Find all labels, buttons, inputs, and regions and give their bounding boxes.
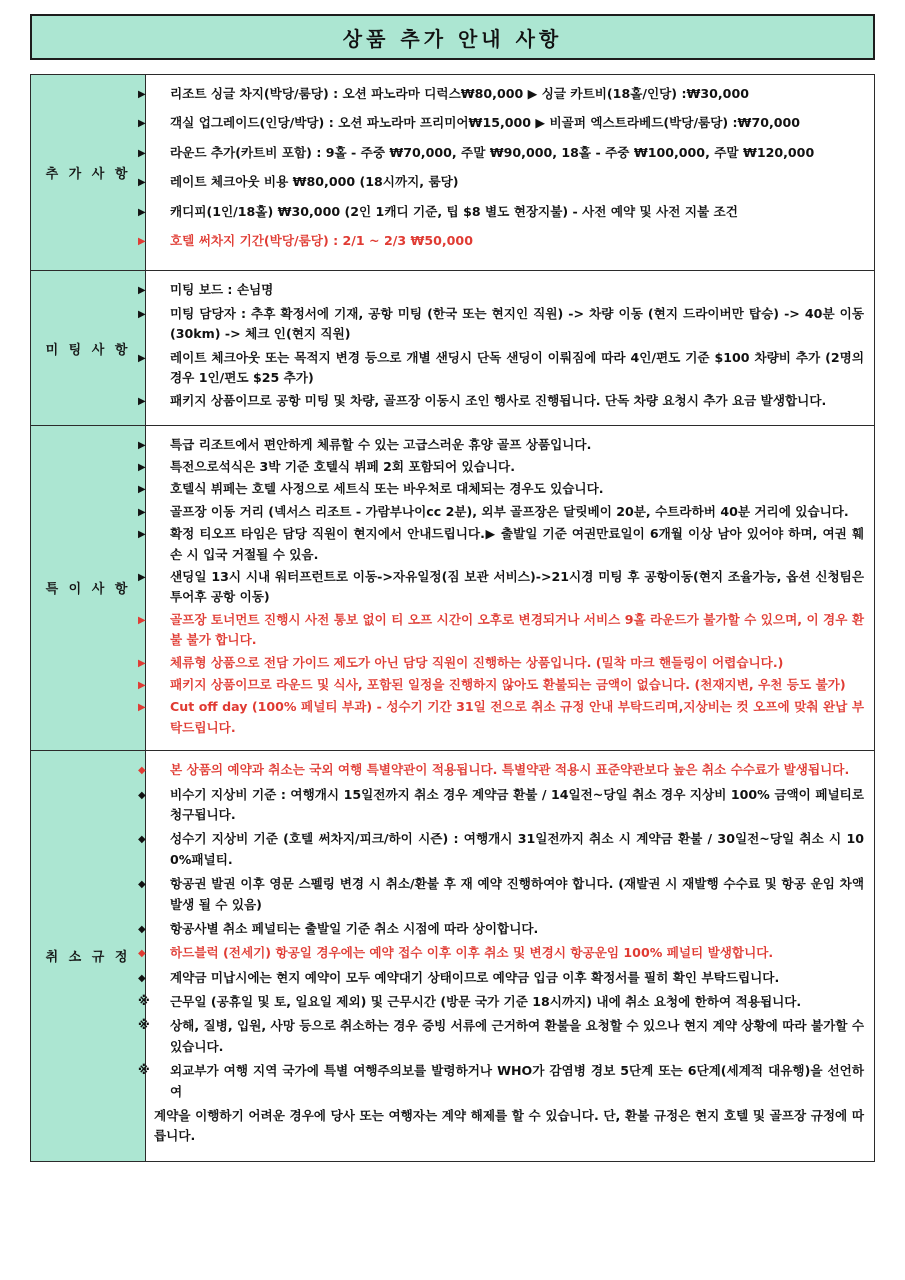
info-line-text: 하드블럭 (전세기) 항공일 경우에는 예약 접수 이후 이후 취소 및 변경시 항공운임 100% 페널티 발생합니다. [170,945,774,961]
info-line [154,760,864,780]
triangle-bullet-icon [154,149,170,159]
page-title: 상품 추가 안내 사항 [342,26,563,51]
triangle-bullet-icon [154,616,170,626]
info-line-text: 리조트 싱글 차지(박당/룸당) : 오션 파노라마 디럭스₩80,000 ▶ 싱글 카트비(18홀/인당) :₩30,000 [170,86,749,101]
info-line [154,502,864,522]
row-body-cancellation-policy [146,751,875,1162]
triangle-bullet-icon [154,178,170,188]
info-line-text: 패키지 상품이므로 공항 미팅 및 차량, 골프장 이동시 조인 행사로 진행됩니다. 단독 차량 요청시 추가 요금 발생합니다. [170,393,827,409]
table-row [31,425,875,750]
triangle-bullet-icon [154,208,170,218]
info-line-text: Cut off day (100% 페널티 부과) - 성수기 기간 31일 전으로 취소 규정 안내 부탁드리며,지상비는 컷 오프에 맞춰 완납 부탁드립니다. [170,699,864,735]
info-line [154,348,864,389]
info-line-text: 패키지 상품이므로 라운드 및 식사, 포함된 일정을 진행하지 않아도 환불되는 금액이 없습니다. (천재지변, 우천 등도 불가) [170,676,846,692]
row-body-special-notes [146,425,875,750]
info-line [154,1016,864,1057]
triangle-bullet-icon [154,573,170,583]
table-row [31,751,875,1162]
info-line-text: 골프장 이동 거리 (넥서스 리조트 - 가람부나이cc 2분), 외부 골프장은 달릿베이 20분, 수트라하버 40분 거리에 있습니다. [170,503,849,519]
row-body-meeting-items [146,271,875,425]
row-label-meeting-items: 미 팅 사 항 [31,271,146,425]
row-body-additional-items [146,75,875,271]
triangle-bullet-icon [154,237,170,247]
diamond-bullet-icon [154,766,170,776]
reference-bullet-icon [154,1019,170,1032]
triangle-bullet-icon [154,530,170,540]
triangle-bullet-icon [154,397,170,407]
row-label-additional-items: 추 가 사 항 [31,75,146,271]
info-line-text: 특전으로석식은 3박 기준 호텔식 뷔페 2회 포함되어 있습니다. [170,459,515,475]
info-line [154,457,864,477]
triangle-bullet-icon [154,286,170,296]
info-line [154,231,864,251]
info-line [154,391,864,411]
triangle-bullet-icon [154,703,170,713]
info-line [154,829,864,870]
info-line-text: 골프장 토너먼트 진행시 사전 통보 없이 티 오프 시간이 오후로 변경되거나 서비스 9홀 라운드가 불가할 수 있으며, 이 경우 환불 불가 합니다. [170,611,864,648]
diamond-bullet-icon [154,880,170,890]
info-line [154,567,864,608]
info-line-text: 호텔식 뷔페는 호텔 사정으로 세트식 또는 바우처로 대체되는 경우도 있습니다. [170,481,604,497]
info-line-text: 체류형 상품으로 전담 가이드 제도가 아닌 담당 직원이 진행하는 상품입니다. (밀착 마크 핸들링이 어렵습니다.) [170,654,784,670]
info-line [154,524,864,565]
info-line-text: 레이트 체크아웃 비용 ₩80,000 (18시까지, 룸당) [170,174,459,190]
info-line-text: 계약금 미납시에는 현지 예약이 모두 예약대기 상태이므로 예약금 입금 이후 확정서를 필히 확인 부탁드립니다. [170,969,780,985]
info-line [154,653,864,673]
diamond-bullet-icon [154,974,170,984]
info-line [154,84,864,104]
triangle-bullet-icon [154,681,170,691]
info-line-text: 레이트 체크아웃 또는 목적지 변경 등으로 개별 샌딩시 단독 샌딩이 이뤄짐에 따라 4인/편도 기준 $100 차량비 추가 (2명의 경우 1인/편도 $25 추가) [170,349,864,385]
info-line-text: 근무일 (공휴일 및 토, 일요일 제외) 및 근무시간 (방문 국가 기준 18시까지) 내에 취소 요청에 한하여 적용됩니다. [170,994,802,1010]
info-line-text: 캐디피(1인/18홀) ₩30,000 (2인 1캐디 기준, 팁 $8 별도 현장지불) - 사전 예약 및 사전 지불 조건 [170,203,738,219]
row-label-cancellation-policy: 취 소 규 정 [31,751,146,1162]
triangle-bullet-icon [154,310,170,320]
diamond-bullet-icon [154,791,170,801]
info-line-text: 비수기 지상비 기준 : 여행개시 15일전까지 취소 경우 계약금 환불 / 14일전~당일 취소 경우 지상비 100% 금액이 페널티로 청구됩니다. [170,786,864,822]
info-line [154,304,864,345]
diamond-bullet-icon [154,925,170,935]
info-line [154,675,864,695]
info-line-text: 확정 티오프 타임은 담당 직원이 현지에서 안내드립니다.▶ 출발일 기준 여권만료일이 6개월 이상 남아 있어야 하며, 여권 훼손 시 입국 거절될 수 있음. [170,526,864,562]
diamond-bullet-icon [154,835,170,845]
info-line-text: 항공사별 취소 페널티는 출발일 기준 취소 시점에 따라 상이합니다. [170,920,539,936]
info-line [154,968,864,988]
triangle-bullet-icon [154,441,170,451]
info-line [154,919,864,939]
title-banner [30,14,875,60]
info-line [154,610,864,651]
info-line-text: 미팅 보드 : 손님명 [170,282,274,298]
info-line [154,697,864,738]
reference-bullet-icon [154,1064,170,1077]
diamond-bullet-icon [154,949,170,959]
info-line-text: 계약을 이행하기 어려운 경우에 당사 또는 여행자는 계약 해제를 할 수 있습니다. 단, 환불 규정은 현지 호텔 및 골프장 규정에 따릅니다. [154,1108,864,1144]
triangle-bullet-icon [154,485,170,495]
info-line-text: 항공권 발권 이후 영문 스펠링 변경 시 취소/환불 후 재 예약 진행하여야 합니다. (재발권 시 재발행 수수료 및 항공 운임 차액 발생 될 수 있음) [170,876,864,912]
info-line [154,943,864,963]
table-body [31,75,875,1162]
reference-bullet-icon [154,995,170,1008]
row-label-special-notes: 특 이 사 항 [31,425,146,750]
info-line [154,280,864,300]
info-line-text: 미팅 담당자 : 추후 확정서에 기재, 공항 미팅 (한국 또는 현지인 직원) -> 차량 이동 (현지 드라이버만 탑승) -> 40분 이동 (30km) -> 체크 인(현지 직원) [170,305,864,342]
triangle-bullet-icon [154,659,170,669]
info-line [154,992,864,1012]
table-row [31,271,875,425]
info-line [154,785,864,826]
info-line-text: 상해, 질병, 입원, 사망 등으로 취소하는 경우 증빙 서류에 근거하여 환불을 요청할 수 있으나 현지 계약 상황에 따라 불가할 수 있습니다. [170,1018,864,1054]
info-line [154,113,864,133]
table-row [31,75,875,271]
info-line-text: 성수기 지상비 기준 (호텔 써차지/피크/하이 시즌) : 여행개시 31일전까지 취소 시 계약금 환불 / 30일전~당일 취소 시 100%패널티. [170,831,864,867]
triangle-bullet-icon [154,354,170,364]
info-line-text: 객실 업그레이드(인당/박당) : 오션 파노라마 프리미어₩15,000 ▶ 비골퍼 엑스트라베드(박당/룸당) :₩70,000 [170,115,801,131]
product-info-table [30,74,875,1162]
triangle-bullet-icon [154,463,170,473]
info-line-text: 라운드 추가(카트비 포함) : 9홀 - 주중 ₩70,000, 주말 ₩90,000, 18홀 - 주중 ₩100,000, 주말 ₩120,000 [170,144,815,160]
info-line [154,202,864,222]
info-line-text: 호텔 써차지 기간(박당/룸당) : 2/1 ~ 2/3 ₩50,000 [170,232,473,248]
info-line [154,874,864,915]
info-line-text: 특급 리조트에서 편안하게 체류할 수 있는 고급스러운 휴양 골프 상품입니다. [170,436,592,452]
info-line-text: 외교부가 여행 지역 국가에 특별 여행주의보를 발령하거나 WHO가 감염병 경보 5단계 또는 6단계(세계적 대유행)을 선언하여 [170,1063,864,1099]
info-line [154,143,864,163]
triangle-bullet-icon [154,508,170,518]
triangle-bullet-icon [154,90,170,100]
info-line [154,1106,864,1147]
info-line-text: 샌딩일 13시 시내 워터프런트로 이동->자유일정(짐 보관 서비스)->21시경 미팅 후 공항이동(현지 조율가능, 옵션 신청팀은 투어후 공항 이동) [170,569,864,605]
info-line [154,479,864,499]
info-line-text: 본 상품의 예약과 취소는 국외 여행 특별약관이 적용됩니다. 특별약관 적용시 표준약관보다 높은 취소 수수료가 발생됩니다. [170,762,850,778]
info-line [154,172,864,192]
info-line [154,1061,864,1102]
info-line [154,435,864,455]
triangle-bullet-icon [154,119,170,129]
